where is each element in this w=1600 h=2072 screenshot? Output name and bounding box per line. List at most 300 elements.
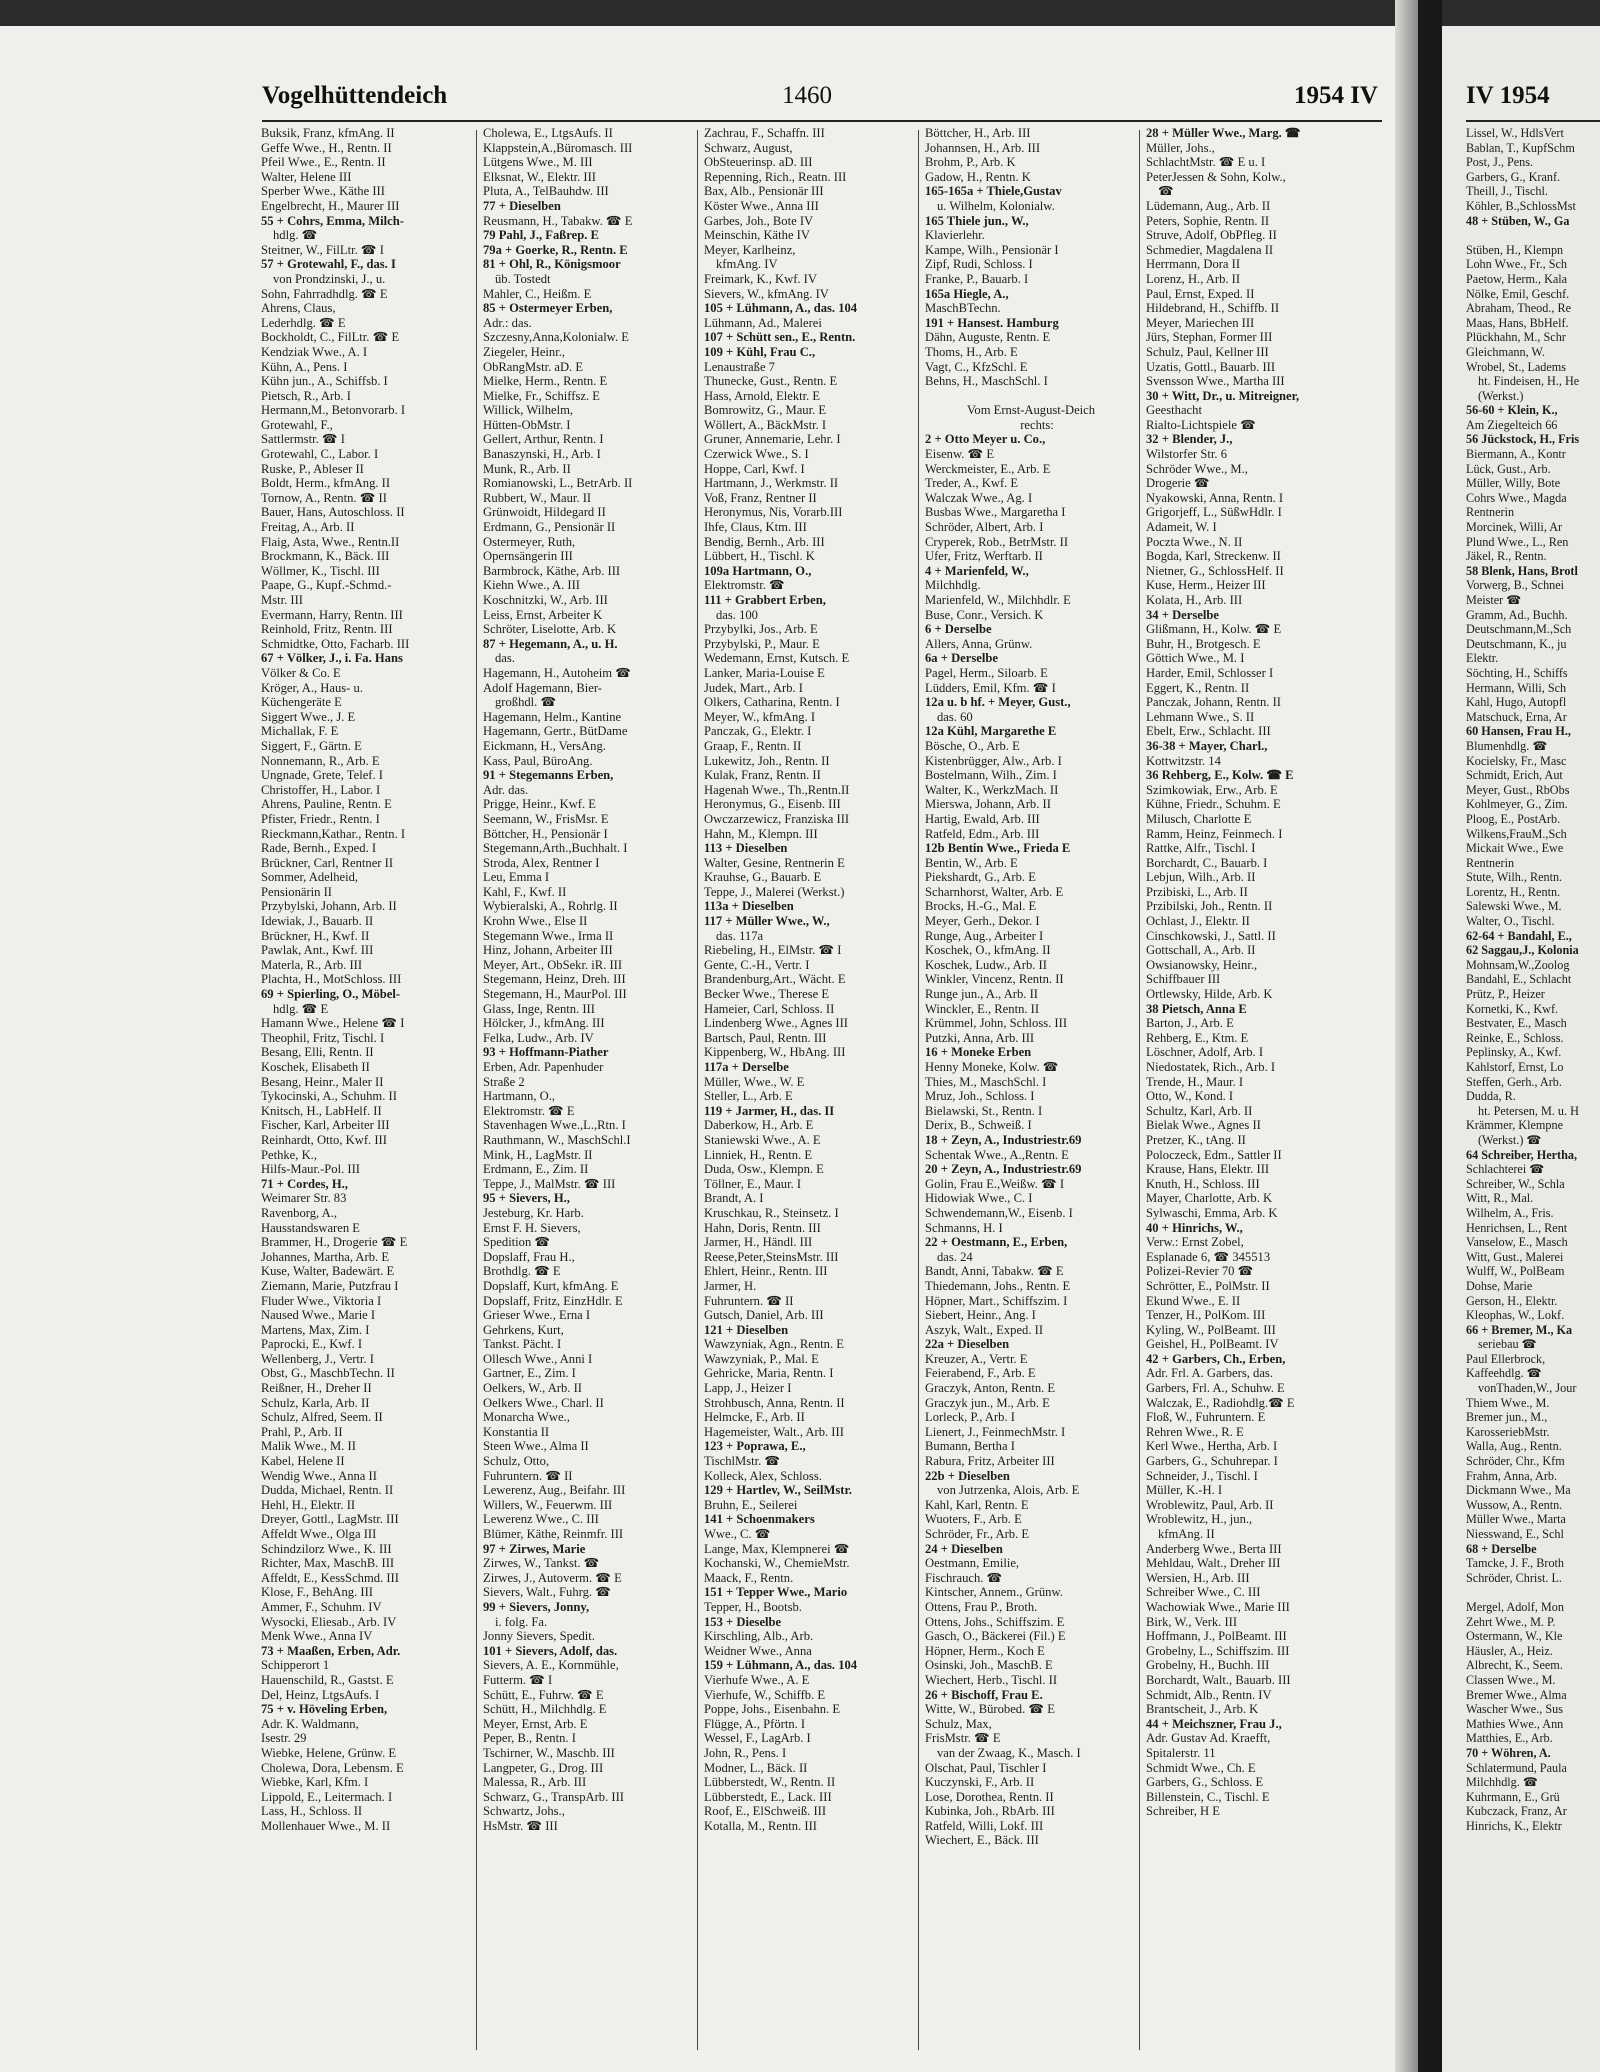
directory-entry: Mierswa, Johann, Arb. II bbox=[925, 797, 1051, 812]
directory-entry: 12b Bentin Wwe., Frieda E bbox=[925, 841, 1071, 856]
directory-entry: Hamann Wwe., Helene ☎ I bbox=[261, 1016, 405, 1031]
directory-entry: Malessa, R., Arb. III bbox=[483, 1775, 587, 1790]
directory-entry: 191 + Hansest. Hamburg bbox=[925, 315, 1059, 330]
directory-entry: Przybylski, Johann, Arb. II bbox=[261, 899, 397, 914]
directory-entry: Schneider, J., Tischl. I bbox=[1146, 1468, 1258, 1483]
directory-entry: Stegemann, H., MaurPol. III bbox=[483, 987, 627, 1002]
directory-entry: Ostermann, W., Kle bbox=[1466, 1629, 1563, 1644]
directory-entry: Sievers, W., kfmAng. IV bbox=[704, 286, 829, 301]
directory-entry: 165-165a + Thiele,Gustav bbox=[925, 184, 1062, 199]
directory-entry: Meyer, Mariechen III bbox=[1146, 315, 1255, 330]
directory-entry: Borchardt, Walt., Bauarb. III bbox=[1146, 1672, 1291, 1687]
directory-entry: großhdl. ☎ bbox=[495, 695, 557, 710]
directory-entry: 67 + Völker, J., i. Fa. Hans bbox=[261, 651, 403, 666]
directory-entry: Rabura, Fritz, Arbeiter III bbox=[925, 1454, 1055, 1469]
directory-entry: Billenstein, C., Tischl. E bbox=[1146, 1789, 1270, 1804]
directory-entry: Krämmer, Klempne bbox=[1466, 1118, 1563, 1133]
directory-entry: Grünwoidt, Hildegard II bbox=[483, 505, 606, 520]
directory-entry: Oelkers, W., Arb. II bbox=[483, 1381, 582, 1396]
directory-entry: Garbers, Frl. A., Schuhw. E bbox=[1146, 1381, 1285, 1396]
directory-entry: Rentnerin bbox=[1466, 855, 1515, 870]
directory-entry: Plund Wwe., L., Ren bbox=[1466, 534, 1569, 549]
directory-entry: Grobelny, H., Buchh. III bbox=[1146, 1658, 1270, 1673]
directory-entry: Kahl, F., Kwf. II bbox=[483, 884, 567, 899]
directory-entry: Lorenz, H., Arb. II bbox=[1146, 271, 1241, 286]
directory-entry: Sommer, Adelheid, bbox=[261, 870, 359, 885]
directory-entry: Meister ☎ bbox=[1466, 593, 1522, 607]
directory-entry: Tepper, H., Bootsb. bbox=[704, 1599, 802, 1614]
directory-entry: ht. Findeisen, H., He bbox=[1478, 374, 1580, 389]
directory-entry: Herrmann, Dora II bbox=[1146, 257, 1241, 272]
directory-entry: Schwarz, August, bbox=[704, 140, 793, 155]
directory-entry: Köhler, B.,SchlossMst bbox=[1466, 198, 1576, 213]
directory-entry: 62 Saggau,J., Kolonia bbox=[1466, 943, 1579, 958]
directory-entry: Peper, B., Rentn. I bbox=[483, 1731, 576, 1746]
directory-entry: Peplinsky, A., Kwf. bbox=[1466, 1045, 1562, 1060]
directory-entry: Lohn Wwe., Fr., Sch bbox=[1466, 257, 1567, 272]
directory-entry: Ratfeld, Willi, Lokf. III bbox=[925, 1818, 1044, 1833]
directory-entry: Johannes, Martha, Arb. E bbox=[261, 1249, 390, 1264]
directory-entry: 153 + Dieselbe bbox=[704, 1614, 782, 1629]
directory-entry: Hoppe, Carl, Kwf. I bbox=[704, 461, 805, 476]
directory-entry: Stegemann Wwe., Irma II bbox=[483, 928, 614, 943]
directory-entry: Kühn jun., A., Schiffsb. I bbox=[261, 374, 388, 389]
directory-entry: Romianowski, L., BetrArb. II bbox=[483, 476, 633, 491]
directory-entry: Ostermeyer, Ruth, bbox=[483, 534, 576, 549]
directory-entry: Graczyk jun., M., Arb. E bbox=[925, 1395, 1050, 1410]
directory-entry: 73 + Maaßen, Erben, Adr. bbox=[261, 1643, 401, 1658]
directory-entry: Pfeil Wwe., E., Rentn. II bbox=[261, 155, 386, 170]
directory-entry: Owczarzewicz, Franziska III bbox=[704, 811, 850, 826]
directory-entry: Bandahl, E., Schlacht bbox=[1466, 972, 1572, 987]
column-6 bbox=[1466, 126, 1600, 2056]
directory-entry: Mstr. III bbox=[261, 593, 303, 607]
directory-entry: 113a + Dieselben bbox=[704, 899, 794, 914]
directory-entry: Schmidtke, Otto, Facharb. III bbox=[261, 636, 410, 651]
directory-entry: Stroda, Alex, Rentner I bbox=[483, 855, 600, 870]
directory-entry: Affeldt, E., KessSchmd. III bbox=[261, 1570, 399, 1585]
directory-entry: Töllner, E., Maur. I bbox=[704, 1176, 802, 1191]
directory-entry: Vanselow, E., Masch bbox=[1466, 1235, 1568, 1250]
directory-entry: Isestr. 29 bbox=[261, 1731, 307, 1746]
directory-entry: Böttcher, H., Pensionär I bbox=[483, 826, 608, 841]
directory-entry: Kahl, Hugo, Autopfl bbox=[1466, 695, 1567, 710]
directory-entry: Drogerie ☎ bbox=[1146, 476, 1210, 491]
directory-entry: Plückhahn, M., Schr bbox=[1466, 330, 1566, 345]
directory-entry: Schwarz, G., TranspArb. III bbox=[483, 1789, 624, 1804]
directory-entry: Lübberstedt, W., Rentn. II bbox=[704, 1775, 836, 1790]
directory-entry: Mink, H., LagMstr. II bbox=[483, 1147, 593, 1162]
directory-entry: Schlachterei ☎ bbox=[1466, 1162, 1545, 1177]
directory-entry: Koschnitzki, W., Arb. III bbox=[483, 593, 608, 607]
directory-entry: Freimark, K., Kwf. IV bbox=[704, 271, 817, 286]
directory-entry: FrisMstr. ☎ E bbox=[925, 1731, 1001, 1746]
directory-entry: Hoffmann, J., PolBeamt. III bbox=[1146, 1629, 1287, 1644]
directory-entry: Brückner, H., Kwf. II bbox=[261, 928, 370, 943]
directory-entry: Blumenhdlg. ☎ bbox=[1466, 738, 1548, 753]
directory-entry: 58 Blenk, Hans, Brotl bbox=[1466, 563, 1578, 578]
directory-entry: Thiem Wwe., M. bbox=[1466, 1395, 1550, 1410]
directory-entry: Schmidt, Erich, Aut bbox=[1466, 768, 1563, 783]
directory-entry: Gerson, H., Elektr. bbox=[1466, 1293, 1558, 1308]
directory-entry: Hagenah Wwe., Th.,Rentn.II bbox=[704, 782, 850, 797]
directory-entry: hdlg. ☎ E bbox=[273, 1001, 329, 1016]
directory-entry: MaschBTechn. bbox=[925, 301, 1001, 316]
directory-entry: Milchhdlg. ☎ bbox=[1466, 1775, 1539, 1790]
directory-entry: Kiehn Wwe., A. III bbox=[483, 578, 580, 593]
directory-entry: 81 + Ohl, R., Königsmoor bbox=[483, 257, 621, 272]
directory-entry: Schlatermund, Paula bbox=[1466, 1760, 1567, 1775]
directory-entry: Schulz, Alfred, Seem. II bbox=[261, 1410, 383, 1425]
directory-entry: Eggert, K., Rentn. II bbox=[1146, 680, 1250, 695]
directory-entry: Daberkow, H., Arb. E bbox=[704, 1118, 814, 1133]
directory-entry: Bandt, Anni, Tabakw. ☎ E bbox=[925, 1264, 1064, 1279]
directory-entry: KarosseriebMstr. bbox=[1466, 1424, 1550, 1439]
directory-entry: Otto, W., Kond. I bbox=[1146, 1089, 1234, 1104]
directory-entry: 42 + Garbers, Ch., Erben, bbox=[1146, 1351, 1286, 1366]
column-5 bbox=[1146, 126, 1358, 2056]
directory-entry: 129 + Hartlev, W., SeilMstr. bbox=[704, 1483, 853, 1498]
directory-entry: Schröder, Fr., Arb. E bbox=[925, 1527, 1030, 1541]
directory-entry: Opernsängerin III bbox=[483, 549, 573, 564]
directory-entry: Wussow, A., Rentn. bbox=[1466, 1497, 1563, 1512]
directory-entry: 159 + Lühmann, A., das. 104 bbox=[704, 1658, 858, 1673]
directory-entry: Hehl, H., Elektr. II bbox=[261, 1497, 356, 1512]
directory-entry: Voß, Franz, Rentner II bbox=[704, 490, 817, 505]
directory-entry: Steller, L., Arb. E bbox=[704, 1089, 793, 1104]
directory-entry: ObRangMstr. aD. E bbox=[483, 359, 584, 374]
directory-entry: 119 + Jarmer, H., das. II bbox=[704, 1103, 835, 1118]
directory-entry: Hagemann, H., Autoheim ☎ bbox=[483, 665, 631, 680]
directory-entry: 12a u. b hf. + Meyer, Gust., bbox=[925, 695, 1071, 710]
directory-entry: Wysocki, Eliesab., Arb. IV bbox=[261, 1614, 397, 1629]
directory-entry: Lukewitz, Joh., Rentn. II bbox=[704, 753, 830, 768]
directory-entry: Aszyk, Walt., Exped. II bbox=[925, 1322, 1044, 1337]
directory-entry: Olkers, Catharina, Rentn. I bbox=[704, 695, 840, 710]
directory-entry: Eickmann, H., VersAng. bbox=[483, 738, 606, 753]
directory-entry: Glass, Inge, Rentn. III bbox=[483, 1001, 595, 1016]
directory-entry: Lanker, Maria-Louise E bbox=[704, 665, 825, 680]
directory-entry: Mickait Wwe., Ewe bbox=[1466, 841, 1564, 856]
directory-entry: Krohn Wwe., Else II bbox=[483, 914, 588, 929]
directory-entry: Paprocki, E., Kwf. I bbox=[261, 1337, 363, 1352]
directory-entry: Jonny Sievers, Spedit. bbox=[483, 1629, 595, 1644]
directory-entry: Schröder, Chr., Kfm bbox=[1466, 1454, 1565, 1469]
directory-entry: Golin, Frau E.,Weißw. ☎ I bbox=[925, 1176, 1065, 1191]
directory-entry: Zipf, Rudi, Schloss. I bbox=[925, 257, 1033, 272]
directory-entry: Pietsch, R., Arb. I bbox=[261, 388, 351, 403]
directory-entry: Schröter, Liselotte, Arb. K bbox=[483, 622, 617, 637]
directory-entry: Kolata, H., Arb. III bbox=[1146, 593, 1243, 607]
directory-entry: das. bbox=[495, 651, 515, 666]
directory-entry: Bumann, Bertha I bbox=[925, 1439, 1015, 1454]
directory-entry: 85 + Ostermeyer Erben, bbox=[483, 301, 613, 316]
directory-entry: Hartmann, J., Werkmstr. II bbox=[704, 476, 839, 491]
directory-entry: Böttcher, H., Arb. III bbox=[925, 126, 1031, 140]
directory-entry: Hagemeister, Walt., Arb. III bbox=[704, 1424, 844, 1439]
directory-entry: Lienert, J., FeinmechMstr. I bbox=[925, 1424, 1066, 1439]
directory-entry: Wybieralski, A., Rohrlg. II bbox=[483, 899, 618, 914]
directory-entry: Lederhdlg. ☎ E bbox=[261, 315, 346, 330]
directory-entry: kfmAng. IV bbox=[716, 257, 778, 272]
directory-entry: Dopslaff, Frau H., bbox=[483, 1249, 575, 1264]
directory-entry: Am Ziegelteich 66 bbox=[1466, 417, 1558, 432]
directory-entry: Flügge, A., Pförtn. I bbox=[704, 1716, 806, 1731]
directory-entry: 56 Jückstock, H., Fris bbox=[1466, 432, 1580, 447]
directory-entry: Wellenberg, J., Vertr. I bbox=[261, 1351, 374, 1366]
directory-entry: Olschat, Paul, Tischler I bbox=[925, 1760, 1047, 1775]
directory-entry: 113 + Dieselben bbox=[704, 841, 788, 856]
directory-entry: Thies, M., MaschSchl. I bbox=[925, 1074, 1047, 1089]
directory-entry: Jarmer, H. bbox=[704, 1278, 757, 1293]
directory-entry: Bogda, Karl, Streckenw. II bbox=[1146, 549, 1281, 564]
directory-entry: Henny Moneke, Kolw. ☎ bbox=[925, 1060, 1059, 1074]
directory-entry: Vierhufe, W., Schiffb. E bbox=[704, 1687, 826, 1702]
directory-entry: Lose, Dorothea, Rentn. II bbox=[925, 1789, 1054, 1804]
directory-entry: Knitsch, H., LabHelf. II bbox=[261, 1103, 382, 1118]
directory-entry: Meyer, Karlheinz, bbox=[704, 242, 796, 257]
directory-entry: PeterJessen & Sohn, Kolw., bbox=[1146, 169, 1286, 184]
directory-entry: Rehberg, E., Ktm. E bbox=[1146, 1030, 1249, 1045]
directory-entry: Kornetki, K., Kwf. bbox=[1466, 1001, 1559, 1016]
directory-entry: Adr. Frl. A. Garbers, das. bbox=[1146, 1366, 1273, 1381]
directory-entry: Konstantia II bbox=[483, 1424, 550, 1439]
next-page-fragment bbox=[1442, 0, 1600, 2072]
directory-entry: Tamcke, J. F., Broth bbox=[1466, 1556, 1565, 1571]
directory-entry: Lorleck, P., Arb. I bbox=[925, 1410, 1015, 1425]
directory-entry: Elksnat, W., Elektr. III bbox=[483, 169, 596, 184]
directory-entry: Ahrens, Claus, bbox=[261, 301, 336, 316]
directory-entry: Rubbert, W., Maur. II bbox=[483, 490, 592, 505]
directory-entry: Wascher Wwe., Sus bbox=[1466, 1702, 1563, 1717]
directory-entry: Hahn, M., Klempn. III bbox=[704, 826, 818, 841]
directory-entry: Kaffeehdlg. ☎ bbox=[1466, 1366, 1542, 1381]
directory-entry: Gehricke, Maria, Rentn. I bbox=[704, 1366, 834, 1381]
directory-entry: seriebau ☎ bbox=[1478, 1337, 1537, 1352]
directory-entry: Kottwitzstr. 14 bbox=[1146, 753, 1221, 768]
directory-entry: Ortlewsky, Hilde, Arb. K bbox=[1146, 987, 1273, 1002]
directory-entry: Poloczeck, Edm., Sattler II bbox=[1146, 1147, 1282, 1162]
column-1 bbox=[261, 126, 473, 2056]
directory-entry: 18 + Zeyn, A., Industriestr.69 bbox=[925, 1132, 1082, 1147]
directory-entry: Materla, R., Arb. III bbox=[261, 957, 363, 972]
directory-entry: Anderberg Wwe., Berta III bbox=[1146, 1541, 1282, 1556]
directory-entry: Theill, J., Tischl. bbox=[1466, 184, 1548, 199]
directory-entry: Ochlast, J., Elektr. II bbox=[1146, 914, 1250, 929]
directory-entry: 48 + Stüben, W., Ga bbox=[1466, 213, 1570, 228]
directory-entry: 16 + Moneke Erben bbox=[925, 1045, 1032, 1060]
directory-entry: Dopslaff, Kurt, kfmAng. E bbox=[483, 1278, 619, 1293]
column-divider bbox=[476, 130, 477, 2050]
directory-entry: Garbers, G., Schuhrepar. I bbox=[1146, 1454, 1278, 1469]
directory-entry: Gellert, Arthur, Rentn. I bbox=[483, 432, 604, 447]
book-gutter bbox=[1418, 0, 1442, 2072]
directory-entry: 68 + Derselbe bbox=[1466, 1541, 1537, 1556]
directory-entry: 57 + Grotewahl, F., das. I bbox=[261, 257, 396, 272]
directory-entry: Pawlak, Ant., Kwf. III bbox=[261, 943, 374, 958]
directory-entry: Schulz, Max, bbox=[925, 1716, 992, 1731]
directory-entry: Lange, Max, Klempnerei ☎ bbox=[704, 1541, 850, 1556]
directory-entry: Koschek, Elisabeth II bbox=[261, 1060, 370, 1074]
directory-entry: von Jutrzenka, Alois, Arb. E bbox=[937, 1483, 1080, 1498]
directory-entry: Schmidt Wwe., Ch. E bbox=[1146, 1760, 1256, 1775]
directory-entry bbox=[1466, 1585, 1600, 1600]
directory-entry: Müller, Johs., bbox=[1146, 140, 1215, 155]
directory-entry: 109a Hartmann, O., bbox=[704, 563, 812, 578]
directory-entry: Wilstorfer Str. 6 bbox=[1146, 447, 1227, 462]
directory-entry: Schwartz, Johs., bbox=[483, 1804, 565, 1819]
directory-entry: Albrecht, K., Seem. bbox=[1466, 1658, 1563, 1673]
directory-entry: Franke, P., Bauarb. I bbox=[925, 271, 1029, 286]
directory-entry: Pluta, A., TelBauhdw. III bbox=[483, 184, 609, 199]
directory-entry: Lück, Gust., Arb. bbox=[1466, 461, 1551, 476]
directory-entry: Menk Wwe., Anna IV bbox=[261, 1629, 373, 1644]
directory-entry: 117 + Müller Wwe., W., bbox=[704, 914, 830, 929]
directory-entry: rechts: bbox=[1020, 417, 1054, 432]
directory-entry: Hagemann, Gertr., BütDame bbox=[483, 724, 628, 739]
directory-entry: Maack, F., Rentn. bbox=[704, 1570, 794, 1585]
directory-entry: 20 + Zeyn, A., Industriestr.69 bbox=[925, 1162, 1082, 1177]
directory-entry: Lindenberg Wwe., Agnes III bbox=[704, 1016, 848, 1031]
directory-entry: Kochanski, W., ChemieMstr. bbox=[704, 1556, 850, 1571]
directory-entry: 105 + Lühmann, A., das. 104 bbox=[704, 301, 858, 316]
directory-entry: Völker & Co. E bbox=[261, 665, 341, 680]
page-fold-shadow bbox=[1395, 0, 1418, 2072]
directory-entry: 77 + Dieselben bbox=[483, 198, 561, 213]
directory-entry: Dähn, Auguste, Rentn. E bbox=[925, 330, 1051, 345]
directory-entry: Mielke, Fr., Schiffsz. E bbox=[483, 388, 600, 403]
directory-entry: Schiffbauer III bbox=[1146, 972, 1221, 987]
directory-entry: Winkler, Vincenz, Rentn. II bbox=[925, 972, 1064, 987]
directory-entry: 44 + Meichszner, Frau J., bbox=[1146, 1716, 1282, 1731]
directory-entry: Ollesch Wwe., Anni I bbox=[483, 1351, 593, 1366]
directory-entry: Wroblewitz, Paul, Arb. II bbox=[1146, 1497, 1274, 1512]
directory-entry: Adr.: das. bbox=[483, 315, 532, 330]
directory-entry: Fischer, Karl, Arbeiter III bbox=[261, 1118, 390, 1133]
directory-entry: Ufer, Fritz, Werftarb. II bbox=[925, 549, 1043, 564]
directory-entry: Theophil, Fritz, Tischl. I bbox=[261, 1030, 385, 1045]
directory-entry: Deutschmann,M.,Sch bbox=[1466, 622, 1572, 637]
directory-entry: Matschuck, Erna, Ar bbox=[1466, 709, 1567, 724]
directory-entry: i. folg. Fa. bbox=[495, 1614, 548, 1629]
directory-entry: Bockholdt, C., FilLtr. ☎ E bbox=[261, 330, 400, 345]
directory-entry: Hildebrand, H., Schiffb. II bbox=[1146, 301, 1280, 316]
directory-entry: Sperber Wwe., Käthe III bbox=[261, 184, 385, 199]
directory-entry: Heronymus, Nis, Vorarb.III bbox=[704, 505, 843, 520]
directory-entry: Löschner, Adolf, Arb. I bbox=[1146, 1045, 1264, 1060]
directory-entry: Winckler, E., Rentn. II bbox=[925, 1001, 1040, 1016]
directory-entry: Langpeter, G., Drog. III bbox=[483, 1760, 604, 1775]
directory-entry: Marienfeld, W., Milchhdlr. E bbox=[925, 593, 1071, 607]
directory-entry: Verw.: Ernst Zobel, bbox=[1146, 1235, 1244, 1250]
directory-entry: Rialto-Lichtspiele ☎ bbox=[1146, 417, 1256, 432]
directory-entry: 93 + Hoffmann-Piather bbox=[483, 1045, 609, 1060]
directory-entry: Mruz, Joh., Schloss. I bbox=[925, 1089, 1035, 1104]
directory-entry: Prahl, P., Arb. II bbox=[261, 1424, 343, 1439]
directory-entry: Brückner, Carl, Rentner II bbox=[261, 855, 394, 870]
directory-entry: Affeldt Wwe., Olga III bbox=[261, 1527, 377, 1541]
directory-entry: Dudda, R. bbox=[1466, 1089, 1516, 1104]
next-page-header: IV 1954 bbox=[1466, 82, 1600, 122]
directory-entry: Nietner, G., SchlossHelf. II bbox=[1146, 563, 1284, 578]
directory-entry: 79a + Goerke, R., Rentn. E bbox=[483, 242, 628, 257]
directory-entry: 32 + Blender, J., bbox=[1146, 432, 1233, 447]
directory-entry: Mielke, Herm., Rentn. E bbox=[483, 374, 608, 389]
directory-entry: Garbes, Joh., Bote IV bbox=[704, 213, 814, 228]
directory-entry: Ottens, Johs., Schiffszim. E bbox=[925, 1614, 1065, 1629]
directory-entry: Grieser Wwe., Erna I bbox=[483, 1308, 591, 1323]
directory-entry: Ahrens, Pauline, Rentn. E bbox=[261, 797, 392, 812]
directory-entry: Wawzyniak, Agn., Rentn. E bbox=[704, 1337, 844, 1352]
directory-entry: Schmedier, Magdalena II bbox=[1146, 242, 1274, 257]
directory-entry: Heronymus, G., Eisenb. III bbox=[704, 797, 841, 812]
directory-entry: Bostelmann, Wilh., Zim. I bbox=[925, 768, 1057, 783]
directory-entry: Floß, W., Fuhruntern. E bbox=[1146, 1410, 1266, 1425]
directory-entry: Ruske, P., Ableser II bbox=[261, 461, 364, 476]
directory-entry: Geishel, H., PolBeamt. IV bbox=[1146, 1337, 1279, 1352]
directory-entry: Scharnhorst, Walter, Arb. E bbox=[925, 884, 1064, 899]
directory-entry: Matthies, E., Arb. bbox=[1466, 1731, 1553, 1746]
directory-entry: Repenning, Rich., Reatn. III bbox=[704, 169, 847, 184]
directory-entry: Paape, G., Kupf.-Schmd.- bbox=[261, 578, 392, 593]
directory-entry: Milusch, Charlotte E bbox=[1146, 811, 1252, 826]
directory-entry: Gleichmann, W. bbox=[1466, 344, 1545, 359]
directory-entry: Rattke, Alfr., Tischl. I bbox=[1146, 841, 1256, 856]
directory-entry: Seemann, W., FrisMsr. E bbox=[483, 811, 609, 826]
directory-entry: Klappstein,A.,Büromasch. III bbox=[483, 140, 633, 155]
directory-entry: Zirwes, J., Autoverm. ☎ E bbox=[483, 1570, 622, 1585]
directory-entry: Hass, Arnold, Elektr. E bbox=[704, 388, 821, 403]
directory-entry: Busbas Wwe., Margaretha I bbox=[925, 505, 1066, 520]
directory-entry: Graap, F., Rentn. II bbox=[704, 738, 802, 753]
directory-entry: 6a + Derselbe bbox=[925, 651, 998, 666]
directory-entry: Reinhardt, Otto, Kwf. III bbox=[261, 1132, 387, 1147]
directory-entry: Walczak Wwe., Ag. I bbox=[925, 490, 1033, 505]
directory-entry: Lübbert, H., Tischl. K bbox=[704, 549, 815, 564]
directory-entry: Schulz, Otto, bbox=[483, 1454, 550, 1469]
directory-entry: Spitalerstr. 11 bbox=[1146, 1745, 1216, 1760]
directory-entry: Schütt, H., Milchhdlg. E bbox=[483, 1702, 607, 1717]
directory-entry: Fuhruntern. ☎ II bbox=[483, 1468, 573, 1483]
directory-entry: Mollenhauer Wwe., M. II bbox=[261, 1818, 391, 1833]
directory-entry: Maas, Hans, BbHelf. bbox=[1466, 315, 1569, 330]
directory-entry: Fischrauch. ☎ bbox=[925, 1570, 1003, 1585]
directory-entry: Post, J., Pens. bbox=[1466, 155, 1534, 170]
directory-entry: Sohn, Fahrradhdlg. ☎ E bbox=[261, 286, 388, 301]
directory-entry: Paetow, Herm., Kala bbox=[1466, 271, 1568, 286]
directory-entry: Rade, Bernh., Exped. I bbox=[261, 841, 377, 856]
directory-entry: Grigorjeff, L., SüßwHdlr. I bbox=[1146, 505, 1282, 520]
directory-entry: Wrobel, St., Ladems bbox=[1466, 359, 1567, 374]
directory-entry: Del, Heinz, LtgsAufs. I bbox=[261, 1687, 380, 1702]
directory-entry: Przibiski, L., Arb. II bbox=[1146, 884, 1248, 899]
directory-entry: Ottens, Frau P., Broth. bbox=[925, 1599, 1038, 1614]
directory-entry: Kubinka, Joh., RbArb. III bbox=[925, 1804, 1055, 1819]
directory-entry: Wöllmer, K., Tischl. III bbox=[261, 563, 380, 578]
directory-entry: 30 + Witt, Dr., u. Mitreigner, bbox=[1146, 388, 1300, 403]
directory-entry: Pfister, Friedr., Rentn. I bbox=[261, 811, 380, 826]
directory-entry: Jesteburg, Kr. Harb. bbox=[483, 1205, 584, 1220]
directory-entry: Ravenborg, A., bbox=[261, 1205, 338, 1220]
directory-entry: Bomrowitz, G., Maur. E bbox=[704, 403, 827, 418]
directory-entry: 75 + v. Höveling Erben, bbox=[261, 1702, 388, 1717]
directory-entry: Przybylski, P., Maur. E bbox=[704, 636, 820, 651]
directory-entry: Kass, Paul, BüroAng. bbox=[483, 753, 593, 768]
directory-entry: Poczta Wwe., N. II bbox=[1146, 534, 1243, 549]
directory-entry: Nonnemann, R., Arb. E bbox=[261, 753, 380, 768]
directory-entry: van der Zwaag, K., Masch. I bbox=[937, 1745, 1081, 1760]
directory-entry: das. 24 bbox=[937, 1249, 973, 1264]
